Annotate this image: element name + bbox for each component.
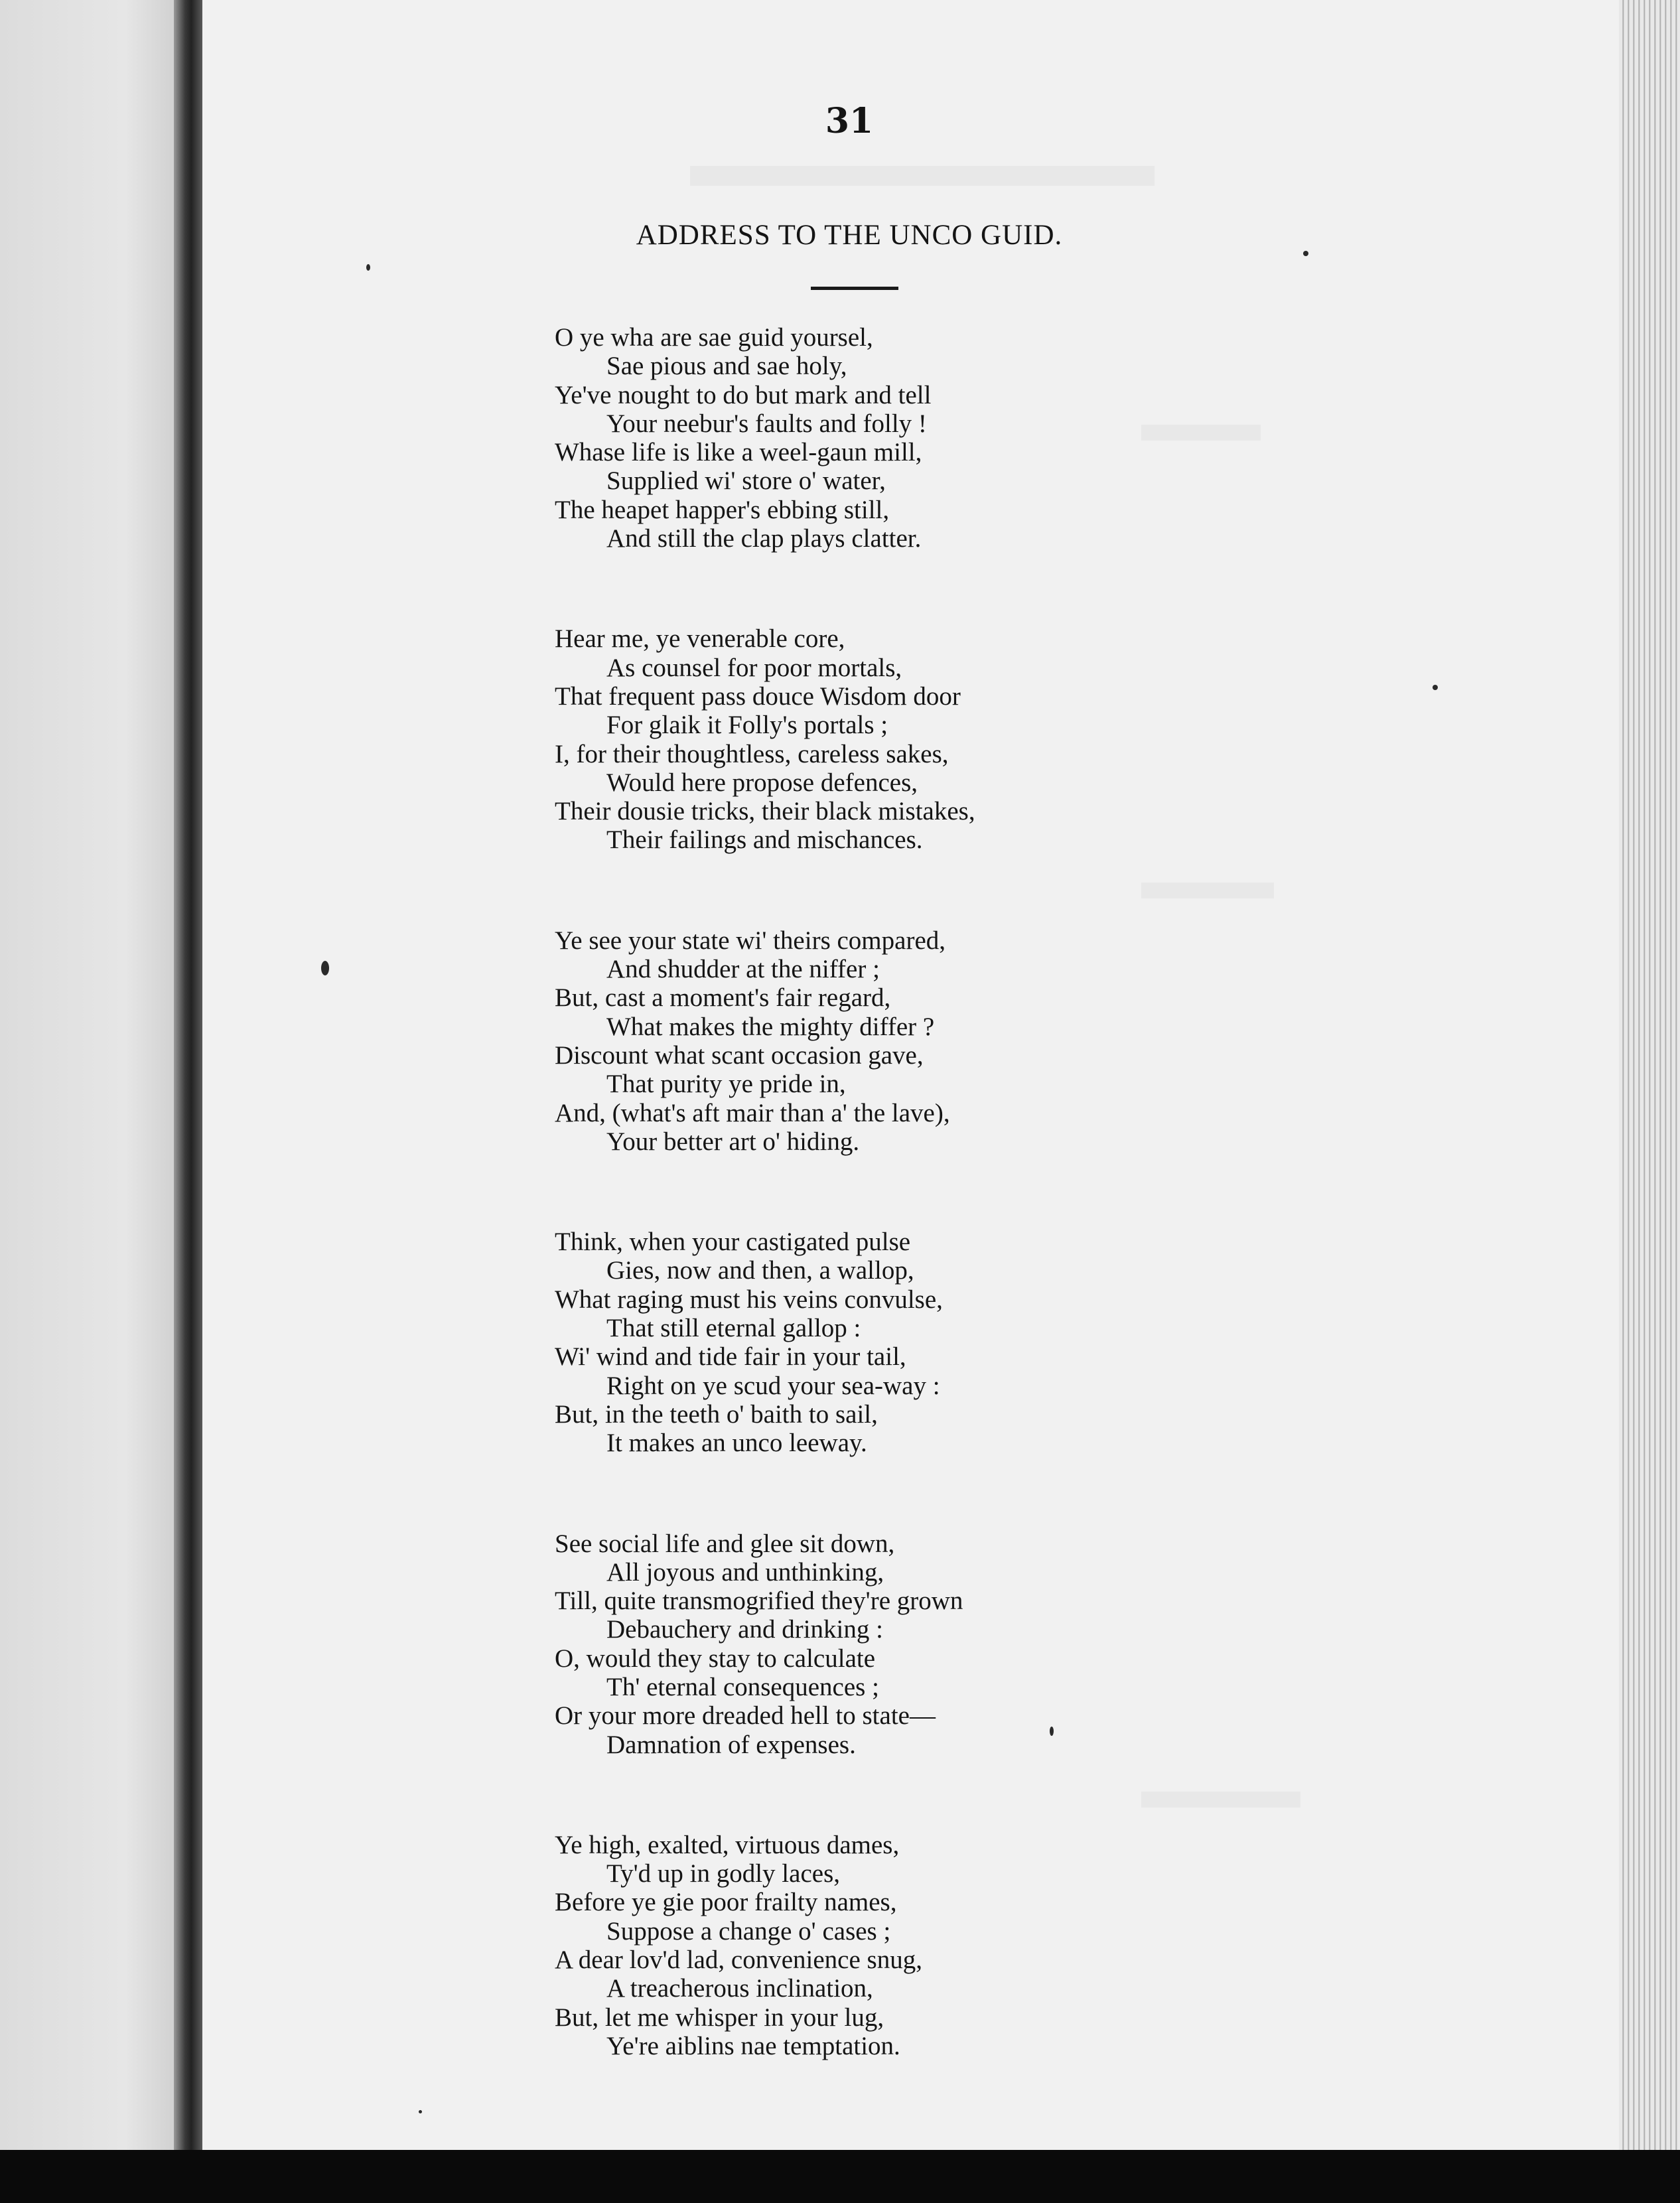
stanza: [555, 926, 1218, 1156]
stanza: [555, 1831, 1218, 2060]
verse-line: Th' eternal consequences ;: [606, 1672, 879, 1701]
verse-line: What raging must his veins convulse,: [555, 1285, 943, 1314]
poem-body: [555, 323, 1218, 2132]
verse-line: What makes the mighty differ ?: [606, 1012, 935, 1041]
verse-line: It makes an unco leeway.: [606, 1429, 867, 1458]
scan-speck: [419, 2110, 422, 2113]
verse-line: Ye're aiblins nae temptation.: [606, 2031, 900, 2060]
verse-line: Discount what scant occasion gave,: [555, 1040, 924, 1070]
facing-page: [0, 0, 179, 2150]
verse-line: Whase life is like a weel-gaun mill,: [555, 438, 922, 467]
verse-line: Your better art o' hiding.: [606, 1127, 860, 1156]
poem-title: ADDRESS TO THE UNCO GUID.: [636, 220, 1063, 251]
verse-line: Your neebur's faults and folly !: [606, 409, 927, 438]
stanza: [555, 323, 1218, 553]
verse-line: Before ye gie poor frailty names,: [555, 1888, 897, 1917]
verse-line: Damnation of expenses.: [606, 1730, 856, 1759]
verse-line: Ye high, exalted, virtuous dames,: [555, 1830, 900, 1859]
verse-line: Gies, now and then, a wallop,: [606, 1256, 914, 1285]
stanza: [555, 1228, 1218, 1457]
verse-line: Suppose a change o' cases ;: [606, 1916, 891, 1946]
verse-line: O, would they stay to calculate: [555, 1644, 876, 1673]
scan-speck: [1433, 685, 1438, 690]
verse-line: Wi' wind and tide fair in your tail,: [555, 1342, 906, 1372]
verse-line: A dear lov'd lad, convenience snug,: [555, 1946, 922, 1975]
scan-bottom-shadow: [0, 2150, 1680, 2203]
verse-line: Their dousie tricks, their black mistakes,: [555, 797, 975, 826]
show-through-mark: [690, 166, 1155, 186]
verse-line: O ye wha are sae guid yoursel,: [555, 323, 873, 352]
verse-line: Ty'd up in godly laces,: [606, 1859, 840, 1888]
verse-line: Right on ye scud your sea-way :: [606, 1371, 940, 1400]
stanza: [555, 624, 1218, 854]
scan-speck: [1303, 251, 1308, 256]
verse-line: Think, when your castigated pulse: [555, 1228, 911, 1257]
verse-line: Debauchery and drinking :: [606, 1615, 883, 1644]
page-edges: [1619, 0, 1680, 2170]
scan-speck: [1050, 1727, 1054, 1736]
verse-line: Would here propose defences,: [606, 768, 918, 797]
verse-line: As counsel for poor mortals,: [606, 653, 902, 682]
verse-line: Ye've nought to do but mark and tell: [555, 380, 932, 409]
verse-line: Supplied wi' store o' water,: [606, 466, 886, 496]
verse-line: But, cast a moment's fair regard,: [555, 983, 891, 1013]
verse-line: Till, quite transmogrified they're grown: [555, 1587, 963, 1616]
verse-line: See social life and glee sit down,: [555, 1529, 895, 1558]
verse-line: Their failings and mischances.: [606, 825, 923, 855]
verse-line: And shudder at the niffer ;: [606, 955, 880, 984]
verse-line: A treacherous inclination,: [606, 1974, 873, 2003]
verse-line: I, for their thoughtless, careless sakes,: [555, 739, 949, 768]
scan-speck: [366, 264, 370, 271]
book-gutter: [174, 0, 206, 2157]
scan-speck: [321, 961, 329, 975]
title-rule: [811, 287, 898, 290]
verse-line: But, in the teeth o' baith to sail,: [555, 1399, 878, 1429]
verse-line: That frequent pass douce Wisdom door: [555, 681, 961, 711]
verse-line: But, let me whisper in your lug,: [555, 2003, 884, 2032]
verse-line: Ye see your state wi' theirs compared,: [555, 926, 945, 955]
verse-line: That purity ye pride in,: [606, 1070, 846, 1099]
verse-line: And still the clap plays clatter.: [606, 524, 922, 553]
verse-line: For glaik it Folly's portals ;: [606, 711, 888, 740]
verse-line: All joyous and unthinking,: [606, 1557, 884, 1587]
verse-line: That still eternal gallop :: [606, 1314, 861, 1343]
page-number: 31: [825, 101, 874, 141]
verse-line: And, (what's aft mair than a' the lave),: [555, 1098, 950, 1127]
verse-line: Hear me, ye venerable core,: [555, 624, 845, 654]
verse-line: The heapet happer's ebbing still,: [555, 495, 890, 524]
verse-line: Sae pious and sae holy,: [606, 352, 847, 381]
verse-line: Or your more dreaded hell to state—: [555, 1701, 936, 1731]
stanza: [555, 1529, 1218, 1759]
